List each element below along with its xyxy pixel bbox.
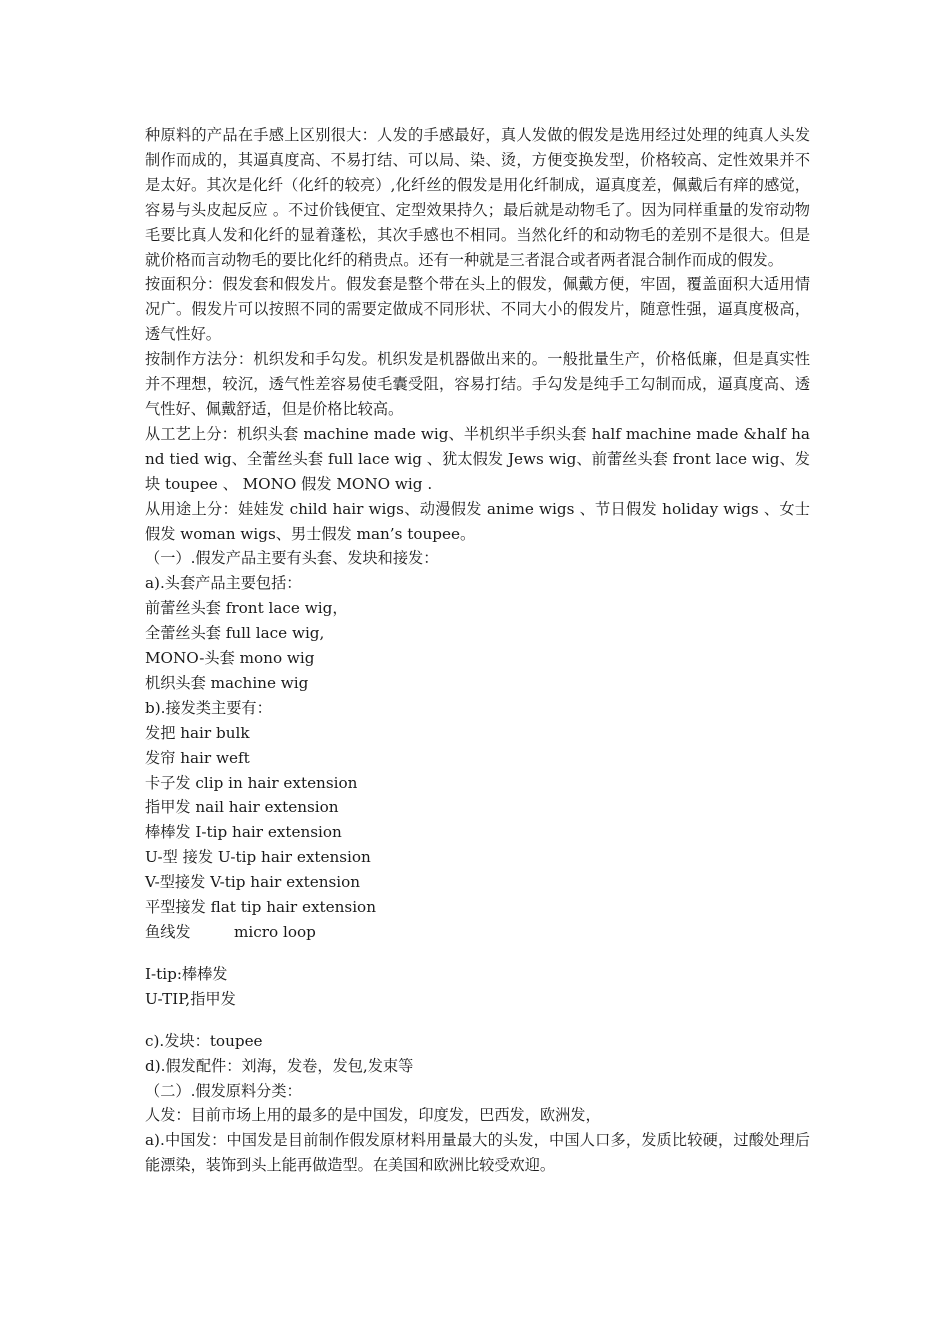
paragraph-by-usage: 从用途上分：娃娃发 child hair wigs、动漫假发 anime wigs 、节日假发 holiday wigs 、女士假发 woman wigs、男士假发 man’s toupee。 bbox=[145, 499, 810, 543]
list-item: 前蕾丝头套 front lace wig， bbox=[145, 599, 348, 618]
list-item: 棒棒发 I-tip hair extension bbox=[145, 823, 342, 842]
paragraph-chinese-hair: a).中国发：中国发是目前制作假发原材料用量最大的头发，中国人口多，发质比较硬，过酸处理后能漂染，装饰到头上能再做造型。在美国和欧洲比较受欢迎。 bbox=[145, 1131, 810, 1175]
paragraph-by-area: 按面积分：假发套和假发片。假发套是整个带在头上的假发，佩戴方便，牢固，覆盖面积大适用情况广。假发片可以按照不同的需要定做成不同形状、不同大小的假发片，随意性强，逼真度极高，透气性好。 bbox=[145, 275, 810, 344]
subheading-extensions: b).接发类主要有： bbox=[145, 698, 272, 717]
section-heading-materials: （二）.假发原料分类： bbox=[145, 1081, 302, 1100]
spacer bbox=[145, 1012, 810, 1029]
list-item: 全蕾丝头套 full lace wig, bbox=[145, 624, 325, 643]
section-heading-products: （一）.假发产品主要有头套、发块和接发： bbox=[145, 549, 439, 568]
note-line: I-tip:棒棒发 bbox=[145, 964, 228, 983]
spacer bbox=[145, 945, 810, 962]
list-item: V-型接发 V-tip hair extension bbox=[145, 873, 361, 892]
subheading-toupee: c).发块：toupee bbox=[145, 1031, 263, 1050]
human-hair-intro: 人发：目前市场上用的最多的是中国发，印度发，巴西发，欧洲发， bbox=[145, 1106, 601, 1125]
paragraph-by-craft: 从工艺上分：机织头套 machine made wig、半机织半手织头套 half machine made &half hand tied wig、全蕾丝头套 full lace wig 、犹太假发 Jews wig、前蕾丝头套 front lace wig、发块 toupee 、 MONO 假发 MONO wig . bbox=[145, 424, 810, 493]
list-item: MONO-头套 mono wig bbox=[145, 649, 315, 668]
note-line: U-TIP,指甲发 bbox=[145, 989, 236, 1008]
list-item: U-型 接发 U-tip hair extension bbox=[145, 848, 371, 867]
paragraph-by-method: 按制作方法分：机织发和手勾发。机织发是机器做出来的。一般批量生产，价格低廉，但是真实性并不理想，较沉，透气性差容易使毛囊受阻，容易打结。手勾发是纯手工勾制而成，逼真度高、透气性好、佩戴舒适，但是价格比较高。 bbox=[145, 350, 810, 418]
paragraph-material-comparison: 种原料的产品在手感上区别很大：人发的手感最好，真人发做的假发是选用经过处理的纯真人头发制作而成的，其逼真度高、不易打结、可以局、染、烫，方便变换发型，价格较高、定性效果并不是太好。其次是化纤（化纤的较亮）,化纤丝的假发是用化纤制成，逼真度差，佩戴后有痒的感觉，容易与头皮起反应 。不过价钱便宜、定型效果持久；最后就是动物毛了。因为同样重量的发帘动物毛要比真人发和化纤的显着蓬松，其次手感也不相同。当然化纤的和动物毛的差别不是很大。但是就价格而言动物毛的要比化纤的稍贵点。还有一种就是三者混合或者两者混合制作而成的假发。 bbox=[145, 126, 810, 269]
list-item: 指甲发 nail hair extension bbox=[145, 798, 339, 817]
list-item: 鱼线发 micro loop bbox=[145, 923, 316, 941]
list-item: 发帘 hair weft bbox=[145, 748, 250, 767]
subheading-accessories: d).假发配件：刘海，发卷，发包,发束等 bbox=[145, 1056, 414, 1075]
list-item: 机织头套 machine wig bbox=[145, 673, 309, 692]
list-item: 平型接发 flat tip hair extension bbox=[145, 898, 376, 917]
document-page bbox=[145, 123, 810, 1178]
list-item: 发把 hair bulk bbox=[145, 723, 250, 742]
list-item: 卡子发 clip in hair extension bbox=[145, 773, 358, 792]
subheading-wigs: a).头套产品主要包括： bbox=[145, 574, 302, 593]
